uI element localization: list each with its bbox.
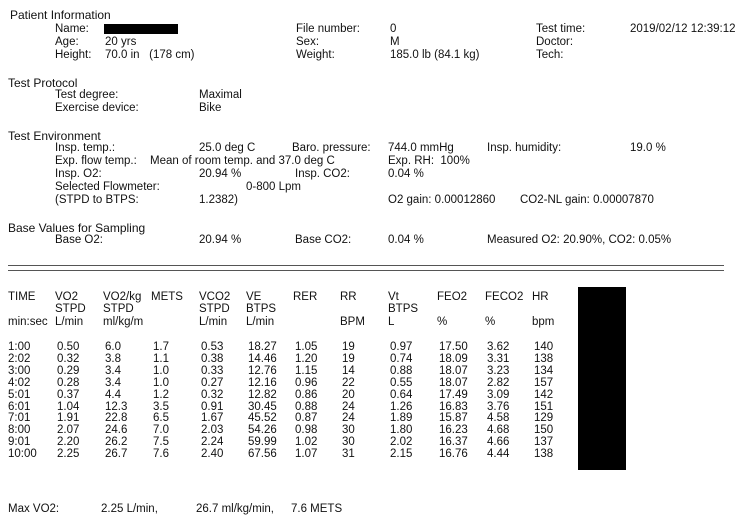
table-cell-vo2kg: 22.8: [105, 412, 128, 424]
column-header-vo2kg: ml/kg/m: [103, 316, 144, 328]
column-header-hr: bpm: [532, 316, 555, 328]
column-header-rer: RER: [293, 291, 318, 303]
table-cell-feo2: 16.83: [439, 401, 468, 413]
redacted-column: [578, 287, 626, 470]
table-cell-time: 7:01: [8, 412, 31, 424]
table-cell-hr: 157: [534, 377, 554, 389]
table-cell-mets: 1.0: [153, 365, 169, 377]
table-cell-time: 6:01: [8, 401, 31, 413]
table-cell-vo2: 2.20: [57, 436, 80, 448]
insp-temp-label: Insp. temp.:: [55, 142, 116, 154]
table-cell-ve: 45.52: [248, 412, 277, 424]
table-cell-ve: 12.16: [248, 377, 277, 389]
column-header-vt: BTPS: [388, 303, 419, 315]
table-cell-vco2: 0.27: [201, 377, 224, 389]
column-header-feo2: FEO2: [437, 291, 468, 303]
table-cell-hr: 140: [534, 341, 554, 353]
column-header-mets: METS: [151, 291, 183, 303]
table-cell-vt: 0.97: [390, 341, 413, 353]
table-cell-rer: 1.15: [295, 365, 318, 377]
table-cell-ve: 54.26: [248, 424, 277, 436]
column-header-vo2: VO2: [55, 291, 79, 303]
max-vo2-mets: 7.6 METS: [291, 503, 343, 515]
table-cell-vo2kg: 3.4: [105, 377, 121, 389]
max-vo2-mlkgmin: 26.7 ml/kg/min,: [196, 503, 274, 515]
table-cell-feo2: 18.07: [439, 377, 468, 389]
co2-nl-gain: CO2-NL gain: 0.00007870: [520, 194, 654, 206]
height-label: Height:: [55, 49, 92, 61]
table-cell-vt: 1.89: [390, 412, 413, 424]
file-number-label: File number:: [296, 23, 360, 35]
table-cell-feo2: 15.87: [439, 412, 468, 424]
table-cell-vo2: 2.25: [57, 448, 80, 460]
table-cell-ve: 18.27: [248, 341, 277, 353]
column-header-ve: VE: [246, 291, 262, 303]
flowmeter-label: Selected Flowmeter:: [55, 181, 160, 193]
table-cell-feco2: 4.68: [487, 424, 510, 436]
test-degree-label: Test degree:: [55, 89, 119, 101]
table-cell-vo2kg: 12.3: [105, 401, 128, 413]
table-cell-vo2: 1.04: [57, 401, 80, 413]
table-cell-mets: 1.0: [153, 377, 169, 389]
table-cell-hr: 129: [534, 412, 554, 424]
divider-line: [8, 265, 724, 266]
column-header-vo2kg: STPD: [103, 303, 134, 315]
base-co2-value: 0.04 %: [388, 234, 424, 246]
doctor-label: Doctor:: [536, 36, 574, 48]
column-header-rr: BPM: [340, 316, 365, 328]
table-cell-hr: 151: [534, 401, 554, 413]
exp-flow-temp-label: Exp. flow temp.:: [55, 155, 137, 167]
table-cell-feco2: 3.09: [487, 389, 510, 401]
table-cell-rr: 30: [342, 424, 355, 436]
table-cell-vo2: 0.29: [57, 365, 80, 377]
column-header-vo2: STPD: [55, 303, 86, 315]
table-cell-mets: 1.7: [153, 341, 169, 353]
table-cell-vco2: 0.32: [201, 389, 224, 401]
table-cell-vt: 1.26: [390, 401, 413, 413]
table-cell-vt: 2.15: [390, 448, 413, 460]
exercise-device-label: Exercise device:: [55, 102, 139, 114]
max-vo2-label: Max VO2:: [8, 503, 60, 515]
table-cell-feo2: 18.09: [439, 353, 468, 365]
column-header-time: min:sec: [8, 316, 48, 328]
weight-label: Weight:: [296, 49, 335, 61]
table-cell-vo2kg: 26.2: [105, 436, 128, 448]
table-cell-vt: 1.80: [390, 424, 413, 436]
table-cell-vco2: 1.67: [201, 412, 224, 424]
table-cell-time: 4:02: [8, 377, 31, 389]
table-cell-vo2: 1.91: [57, 412, 80, 424]
base-o2-label: Base O2:: [55, 234, 103, 246]
baro-pressure-value: 744.0 mmHg: [388, 142, 454, 154]
table-cell-mets: 1.1: [153, 353, 169, 365]
table-cell-time: 3:00: [8, 365, 31, 377]
exp-flow-temp-value: Mean of room temp. and 37.0 deg C: [150, 155, 335, 167]
column-header-vco2: STPD: [199, 303, 230, 315]
table-cell-vo2: 0.32: [57, 353, 80, 365]
table-cell-vco2: 0.38: [201, 353, 224, 365]
table-cell-feo2: 17.49: [439, 389, 468, 401]
table-cell-rer: 0.86: [295, 389, 318, 401]
table-cell-vco2: 2.03: [201, 424, 224, 436]
table-cell-mets: 7.0: [153, 424, 169, 436]
base-co2-label: Base CO2:: [295, 234, 352, 246]
table-cell-rr: 31: [342, 448, 355, 460]
sex-value: M: [390, 36, 400, 48]
table-cell-mets: 3.5: [153, 401, 169, 413]
table-cell-mets: 7.5: [153, 436, 169, 448]
table-cell-vt: 0.64: [390, 389, 413, 401]
column-header-vo2kg: VO2/kg: [103, 291, 142, 303]
table-cell-feo2: 16.37: [439, 436, 468, 448]
table-cell-feco2: 3.62: [487, 341, 510, 353]
column-header-ve: L/min: [246, 316, 275, 328]
table-cell-hr: 138: [534, 448, 554, 460]
table-cell-vco2: 0.91: [201, 401, 224, 413]
table-cell-time: 10:00: [8, 448, 37, 460]
table-cell-rr: 19: [342, 341, 355, 353]
table-cell-feo2: 16.23: [439, 424, 468, 436]
column-header-feco2: %: [485, 316, 496, 328]
table-cell-rer: 0.96: [295, 377, 318, 389]
table-cell-feco2: 3.31: [487, 353, 510, 365]
table-cell-ve: 14.46: [248, 353, 277, 365]
table-cell-rer: 0.98: [295, 424, 318, 436]
column-header-vco2: L/min: [199, 316, 228, 328]
table-cell-vo2: 2.07: [57, 424, 80, 436]
insp-temp-value: 25.0 deg C: [199, 142, 256, 154]
table-cell-feo2: 16.76: [439, 448, 468, 460]
sex-label: Sex:: [296, 36, 320, 48]
patient-section-title: Patient Information: [10, 8, 111, 22]
table-cell-vo2kg: 26.7: [105, 448, 128, 460]
height-value: 70.0 in (178 cm): [105, 49, 195, 61]
table-cell-rr: 24: [342, 412, 355, 424]
test-time-value: 2019/02/12 12:39:12: [630, 23, 736, 35]
column-header-vt: Vt: [388, 291, 399, 303]
divider-line: [8, 270, 724, 271]
table-cell-ve: 59.99: [248, 436, 277, 448]
baro-pressure-label: Baro. pressure:: [292, 142, 371, 154]
table-cell-hr: 150: [534, 424, 554, 436]
table-cell-rr: 14: [342, 365, 355, 377]
table-cell-rer: 0.88: [295, 401, 318, 413]
table-cell-vt: 2.02: [390, 436, 413, 448]
table-cell-time: 8:00: [8, 424, 31, 436]
table-cell-rer: 1.02: [295, 436, 318, 448]
table-cell-vco2: 0.53: [201, 341, 224, 353]
table-cell-rr: 20: [342, 389, 355, 401]
table-cell-vo2: 0.28: [57, 377, 80, 389]
name-label: Name:: [55, 23, 89, 35]
table-cell-time: 9:01: [8, 436, 31, 448]
table-cell-rer: 1.05: [295, 341, 318, 353]
table-cell-rr: 30: [342, 436, 355, 448]
exercise-device-value: Bike: [199, 102, 222, 114]
table-cell-hr: 138: [534, 353, 554, 365]
table-cell-vo2: 0.50: [57, 341, 80, 353]
table-cell-mets: 1.2: [153, 389, 169, 401]
column-header-time: TIME: [8, 291, 36, 303]
table-cell-rer: 1.07: [295, 448, 318, 460]
protocol-section-title: Test Protocol: [8, 76, 78, 90]
table-cell-rr: 24: [342, 401, 355, 413]
stpd-btps-label: (STPD to BTPS:: [55, 194, 139, 206]
table-cell-feco2: 3.23: [487, 365, 510, 377]
table-cell-hr: 137: [534, 436, 554, 448]
table-cell-ve: 30.45: [248, 401, 277, 413]
stpd-btps-value: 1.2382): [199, 194, 239, 206]
exp-rh: Exp. RH: 100%: [388, 155, 470, 167]
column-header-hr: HR: [532, 291, 549, 303]
table-cell-feco2: 4.44: [487, 448, 510, 460]
table-cell-vt: 0.88: [390, 365, 413, 377]
table-cell-time: 1:00: [8, 341, 31, 353]
table-cell-rr: 22: [342, 377, 355, 389]
table-cell-rer: 1.20: [295, 353, 318, 365]
table-cell-vo2kg: 24.6: [105, 424, 128, 436]
column-header-feo2: %: [437, 316, 448, 328]
table-cell-time: 2:02: [8, 353, 31, 365]
environment-section-title: Test Environment: [8, 129, 101, 143]
insp-o2-label: Insp. O2:: [55, 168, 102, 180]
table-cell-vt: 0.55: [390, 377, 413, 389]
file-number-value: 0: [390, 23, 397, 35]
tech-label: Tech:: [536, 49, 564, 61]
insp-co2-value: 0.04 %: [388, 168, 424, 180]
column-header-vo2: L/min: [55, 316, 84, 328]
insp-o2-value: 20.94 %: [199, 168, 242, 180]
table-cell-feco2: 2.82: [487, 377, 510, 389]
column-header-ve: BTPS: [246, 303, 277, 315]
measured-gases: Measured O2: 20.90%, CO2: 0.05%: [487, 234, 672, 246]
redacted-name: [104, 24, 178, 34]
age-value: 20 yrs: [105, 36, 137, 48]
weight-value: 185.0 lb (84.1 kg): [390, 49, 480, 61]
table-cell-feco2: 4.58: [487, 412, 510, 424]
column-header-feco2: FECO2: [485, 291, 524, 303]
table-cell-vo2kg: 3.8: [105, 353, 121, 365]
insp-humidity-label: Insp. humidity:: [487, 142, 562, 154]
column-header-rr: RR: [340, 291, 357, 303]
table-cell-vco2: 2.24: [201, 436, 224, 448]
table-cell-vo2: 0.37: [57, 389, 80, 401]
table-cell-ve: 67.56: [248, 448, 277, 460]
flowmeter-value: 0-800 Lpm: [246, 181, 301, 193]
table-cell-mets: 6.5: [153, 412, 169, 424]
table-cell-hr: 134: [534, 365, 554, 377]
o2-gain: O2 gain: 0.00012860: [388, 194, 496, 206]
table-cell-rer: 0.87: [295, 412, 318, 424]
baseline-section-title: Base Values for Sampling: [8, 221, 146, 235]
table-cell-mets: 7.6: [153, 448, 169, 460]
table-cell-vco2: 2.40: [201, 448, 224, 460]
table-cell-time: 5:01: [8, 389, 31, 401]
table-cell-vco2: 0.33: [201, 365, 224, 377]
max-vo2-lmin: 2.25 L/min,: [101, 503, 158, 515]
test-degree-value: Maximal: [199, 89, 242, 101]
table-cell-vo2kg: 4.4: [105, 389, 121, 401]
column-header-vco2: VCO2: [199, 291, 231, 303]
test-time-label: Test time:: [536, 23, 586, 35]
table-cell-hr: 142: [534, 389, 554, 401]
table-cell-feo2: 18.07: [439, 365, 468, 377]
table-cell-feco2: 3.76: [487, 401, 510, 413]
table-cell-vo2kg: 3.4: [105, 365, 121, 377]
age-label: Age:: [55, 36, 79, 48]
table-cell-rr: 19: [342, 353, 355, 365]
base-o2-value: 20.94 %: [199, 234, 242, 246]
table-cell-ve: 12.76: [248, 365, 277, 377]
column-header-vt: L: [388, 316, 395, 328]
table-cell-ve: 12.82: [248, 389, 277, 401]
insp-co2-label: Insp. CO2:: [295, 168, 350, 180]
insp-humidity-value: 19.0 %: [630, 142, 666, 154]
table-cell-feo2: 17.50: [439, 341, 468, 353]
table-cell-vt: 0.74: [390, 353, 413, 365]
table-cell-vo2kg: 6.0: [105, 341, 121, 353]
table-cell-feco2: 4.66: [487, 436, 510, 448]
